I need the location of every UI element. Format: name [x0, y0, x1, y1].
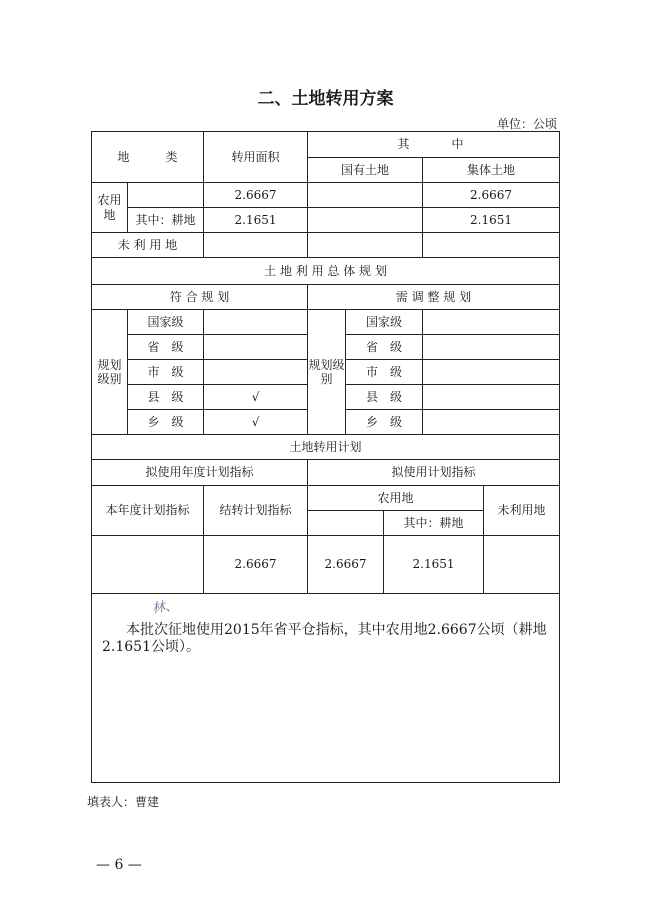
header-collective-land: 集体土地	[423, 158, 560, 183]
note-text: 本批次征地使用2015年省平仓指标，其中农用地2.6667公顷（耕地2.1651公顷）。	[102, 622, 547, 655]
cultivated-label: 其中：耕地	[128, 208, 204, 233]
adjust-mark-township	[423, 410, 560, 435]
unused-collective	[423, 233, 560, 258]
this-year-indicator-header: 本年度计划指标	[92, 486, 204, 536]
plan-indicator-header: 拟使用计划指标	[308, 460, 560, 486]
unused-state	[308, 233, 423, 258]
level-county-right: 县 级	[346, 385, 423, 410]
conversion-plan-header: 土地转用计划	[92, 435, 560, 460]
header-among: 其 中	[308, 132, 560, 158]
level-township-left: 乡 级	[128, 410, 204, 435]
level-national-left: 国家级	[128, 310, 204, 335]
cultivated-col-header: 其中：耕地	[384, 511, 484, 536]
header-land-type: 地 类	[92, 132, 204, 183]
adjust-mark-province	[423, 335, 560, 360]
plan-level-label-left: 规划级别	[92, 310, 128, 435]
adjust-mark-city	[423, 360, 560, 385]
val-ag-land: 2.6667	[308, 536, 384, 594]
land-conversion-table	[91, 131, 560, 783]
header-area: 转用面积	[204, 132, 308, 183]
header-state-land: 国有土地	[308, 158, 423, 183]
conform-mark-township: √	[204, 410, 308, 435]
adjust-mark-national	[423, 310, 560, 335]
cultivated-collective: 2.1651	[423, 208, 560, 233]
annual-indicator-header: 拟使用年度计划指标	[92, 460, 308, 486]
level-province-right: 省 级	[346, 335, 423, 360]
note-cell	[92, 594, 560, 783]
unused-label: 未 利 用 地	[92, 233, 204, 258]
ag-land-blank	[128, 183, 204, 208]
ag-land-col-blank	[308, 511, 384, 536]
needs-adjust-plan: 需 调 整 规 划	[308, 285, 560, 310]
val-carryover: 2.6667	[204, 536, 308, 594]
level-county-left: 县 级	[128, 385, 204, 410]
page-number: — 6 —	[96, 857, 142, 873]
ag-land-col-header: 农用地	[308, 486, 484, 511]
level-province-left: 省 级	[128, 335, 204, 360]
level-city-left: 市 级	[128, 360, 204, 385]
unused-area	[204, 233, 308, 258]
handwritten-mark: 林、	[151, 598, 179, 617]
val-cultivated: 2.1651	[384, 536, 484, 594]
conform-mark-city	[204, 360, 308, 385]
ag-land-label: 农用地	[92, 183, 128, 233]
unused-land-col-header: 未利用地	[484, 486, 560, 536]
page-title: 二、土地转用方案	[257, 89, 394, 109]
level-national-right: 国家级	[346, 310, 423, 335]
plan-level-label-right: 规划级别	[308, 310, 346, 435]
level-township-right: 乡 级	[346, 410, 423, 435]
ag-land-area: 2.6667	[204, 183, 308, 208]
conform-mark-province	[204, 335, 308, 360]
val-unused	[484, 536, 560, 594]
cultivated-area: 2.1651	[204, 208, 308, 233]
ag-land-collective: 2.6667	[423, 183, 560, 208]
conform-mark-county: √	[204, 385, 308, 410]
form-filler: 填表人：曹建	[87, 795, 160, 809]
conforms-plan: 符 合 规 划	[92, 285, 308, 310]
adjust-mark-county	[423, 385, 560, 410]
carryover-indicator-header: 结转计划指标	[204, 486, 308, 536]
ag-land-state	[308, 183, 423, 208]
plan-header: 土 地 利 用 总 体 规 划	[92, 258, 560, 285]
conform-mark-national	[204, 310, 308, 335]
unit-label: 单位：公顷	[496, 117, 557, 131]
val-this-year	[92, 536, 204, 594]
level-city-right: 市 级	[346, 360, 423, 385]
cultivated-state	[308, 208, 423, 233]
